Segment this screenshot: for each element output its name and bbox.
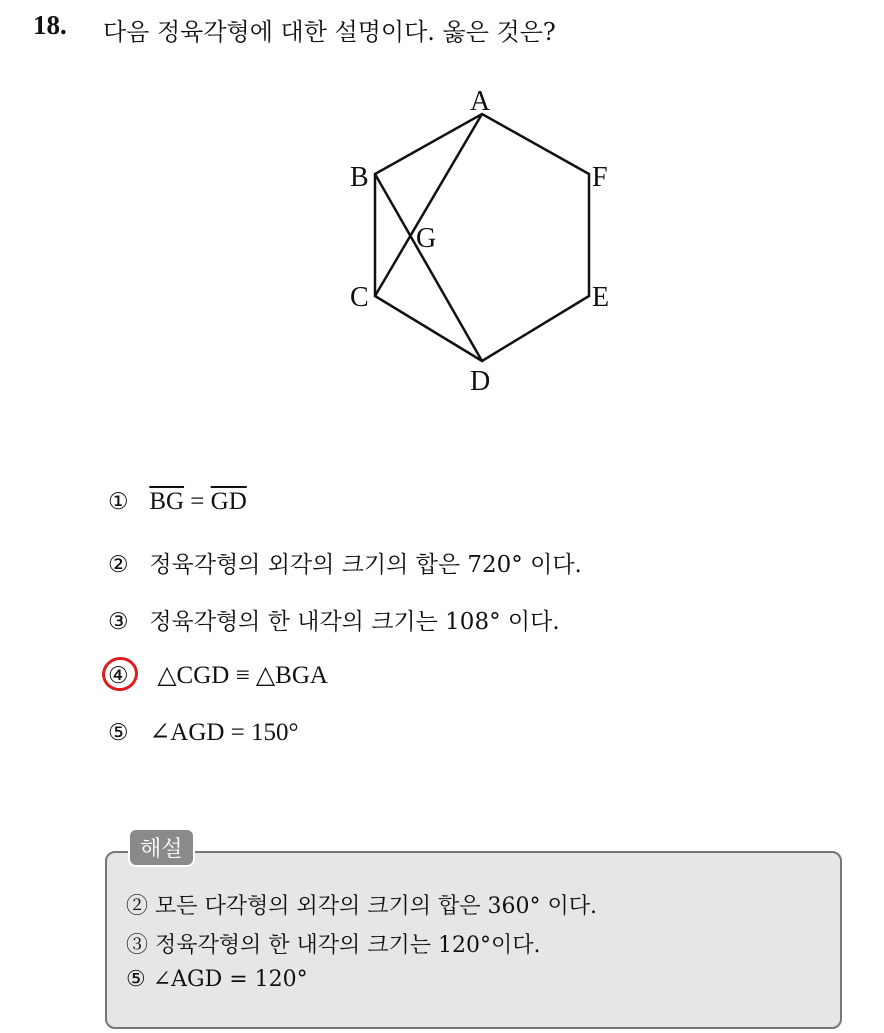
label-b: B <box>350 162 369 193</box>
choice-4-mark: ④ <box>108 663 129 689</box>
choice-1-mark: ① <box>108 489 129 515</box>
label-c: C <box>350 282 369 313</box>
solution-line-1: ② 모든 다각형의 외각의 크기의 합은 360° 이다. <box>126 894 597 919</box>
choice-4-text: △CGD ≡ △BGA <box>157 662 328 689</box>
choice-4 <box>108 660 328 690</box>
label-a: A <box>470 86 491 117</box>
segment-bg: $\overline{BG}$ <box>149 488 185 515</box>
hexagon-figure <box>330 80 630 400</box>
equals-sign: = <box>184 488 211 515</box>
choice-5-mark: ⑤ <box>108 720 129 746</box>
choice-1-text <box>149 488 246 515</box>
choice-3 <box>108 603 560 636</box>
solution-line-2: ③ 정육각형의 한 내각의 크기는 120°이다. <box>126 933 541 958</box>
label-f: F <box>592 162 608 193</box>
question-number: 18. <box>33 10 67 40</box>
label-e: E <box>592 282 610 313</box>
solution-line-3: ⑤ ∠AGD = 120° <box>126 967 308 992</box>
hexagon-outline <box>375 114 589 361</box>
choice-5-text: ∠AGD = 150° <box>149 719 299 746</box>
choice-2-text: 정육각형의 외각의 크기의 합은 720° 이다. <box>149 552 582 578</box>
label-g: G <box>416 223 437 254</box>
choice-1 <box>108 488 247 516</box>
question-text: 다음 정육각형에 대한 설명이다. 옳은 것은? <box>103 18 556 46</box>
choice-5 <box>108 717 299 747</box>
label-d: D <box>470 366 491 397</box>
choice-3-text: 정육각형의 한 내각의 크기는 108° 이다. <box>149 609 560 635</box>
choice-3-mark: ③ <box>108 609 129 635</box>
segment-gd: $\overline{GD}$ <box>210 488 247 515</box>
solution-label: 해설 <box>128 828 195 867</box>
choice-2 <box>108 546 582 579</box>
choice-2-mark: ② <box>108 552 129 578</box>
